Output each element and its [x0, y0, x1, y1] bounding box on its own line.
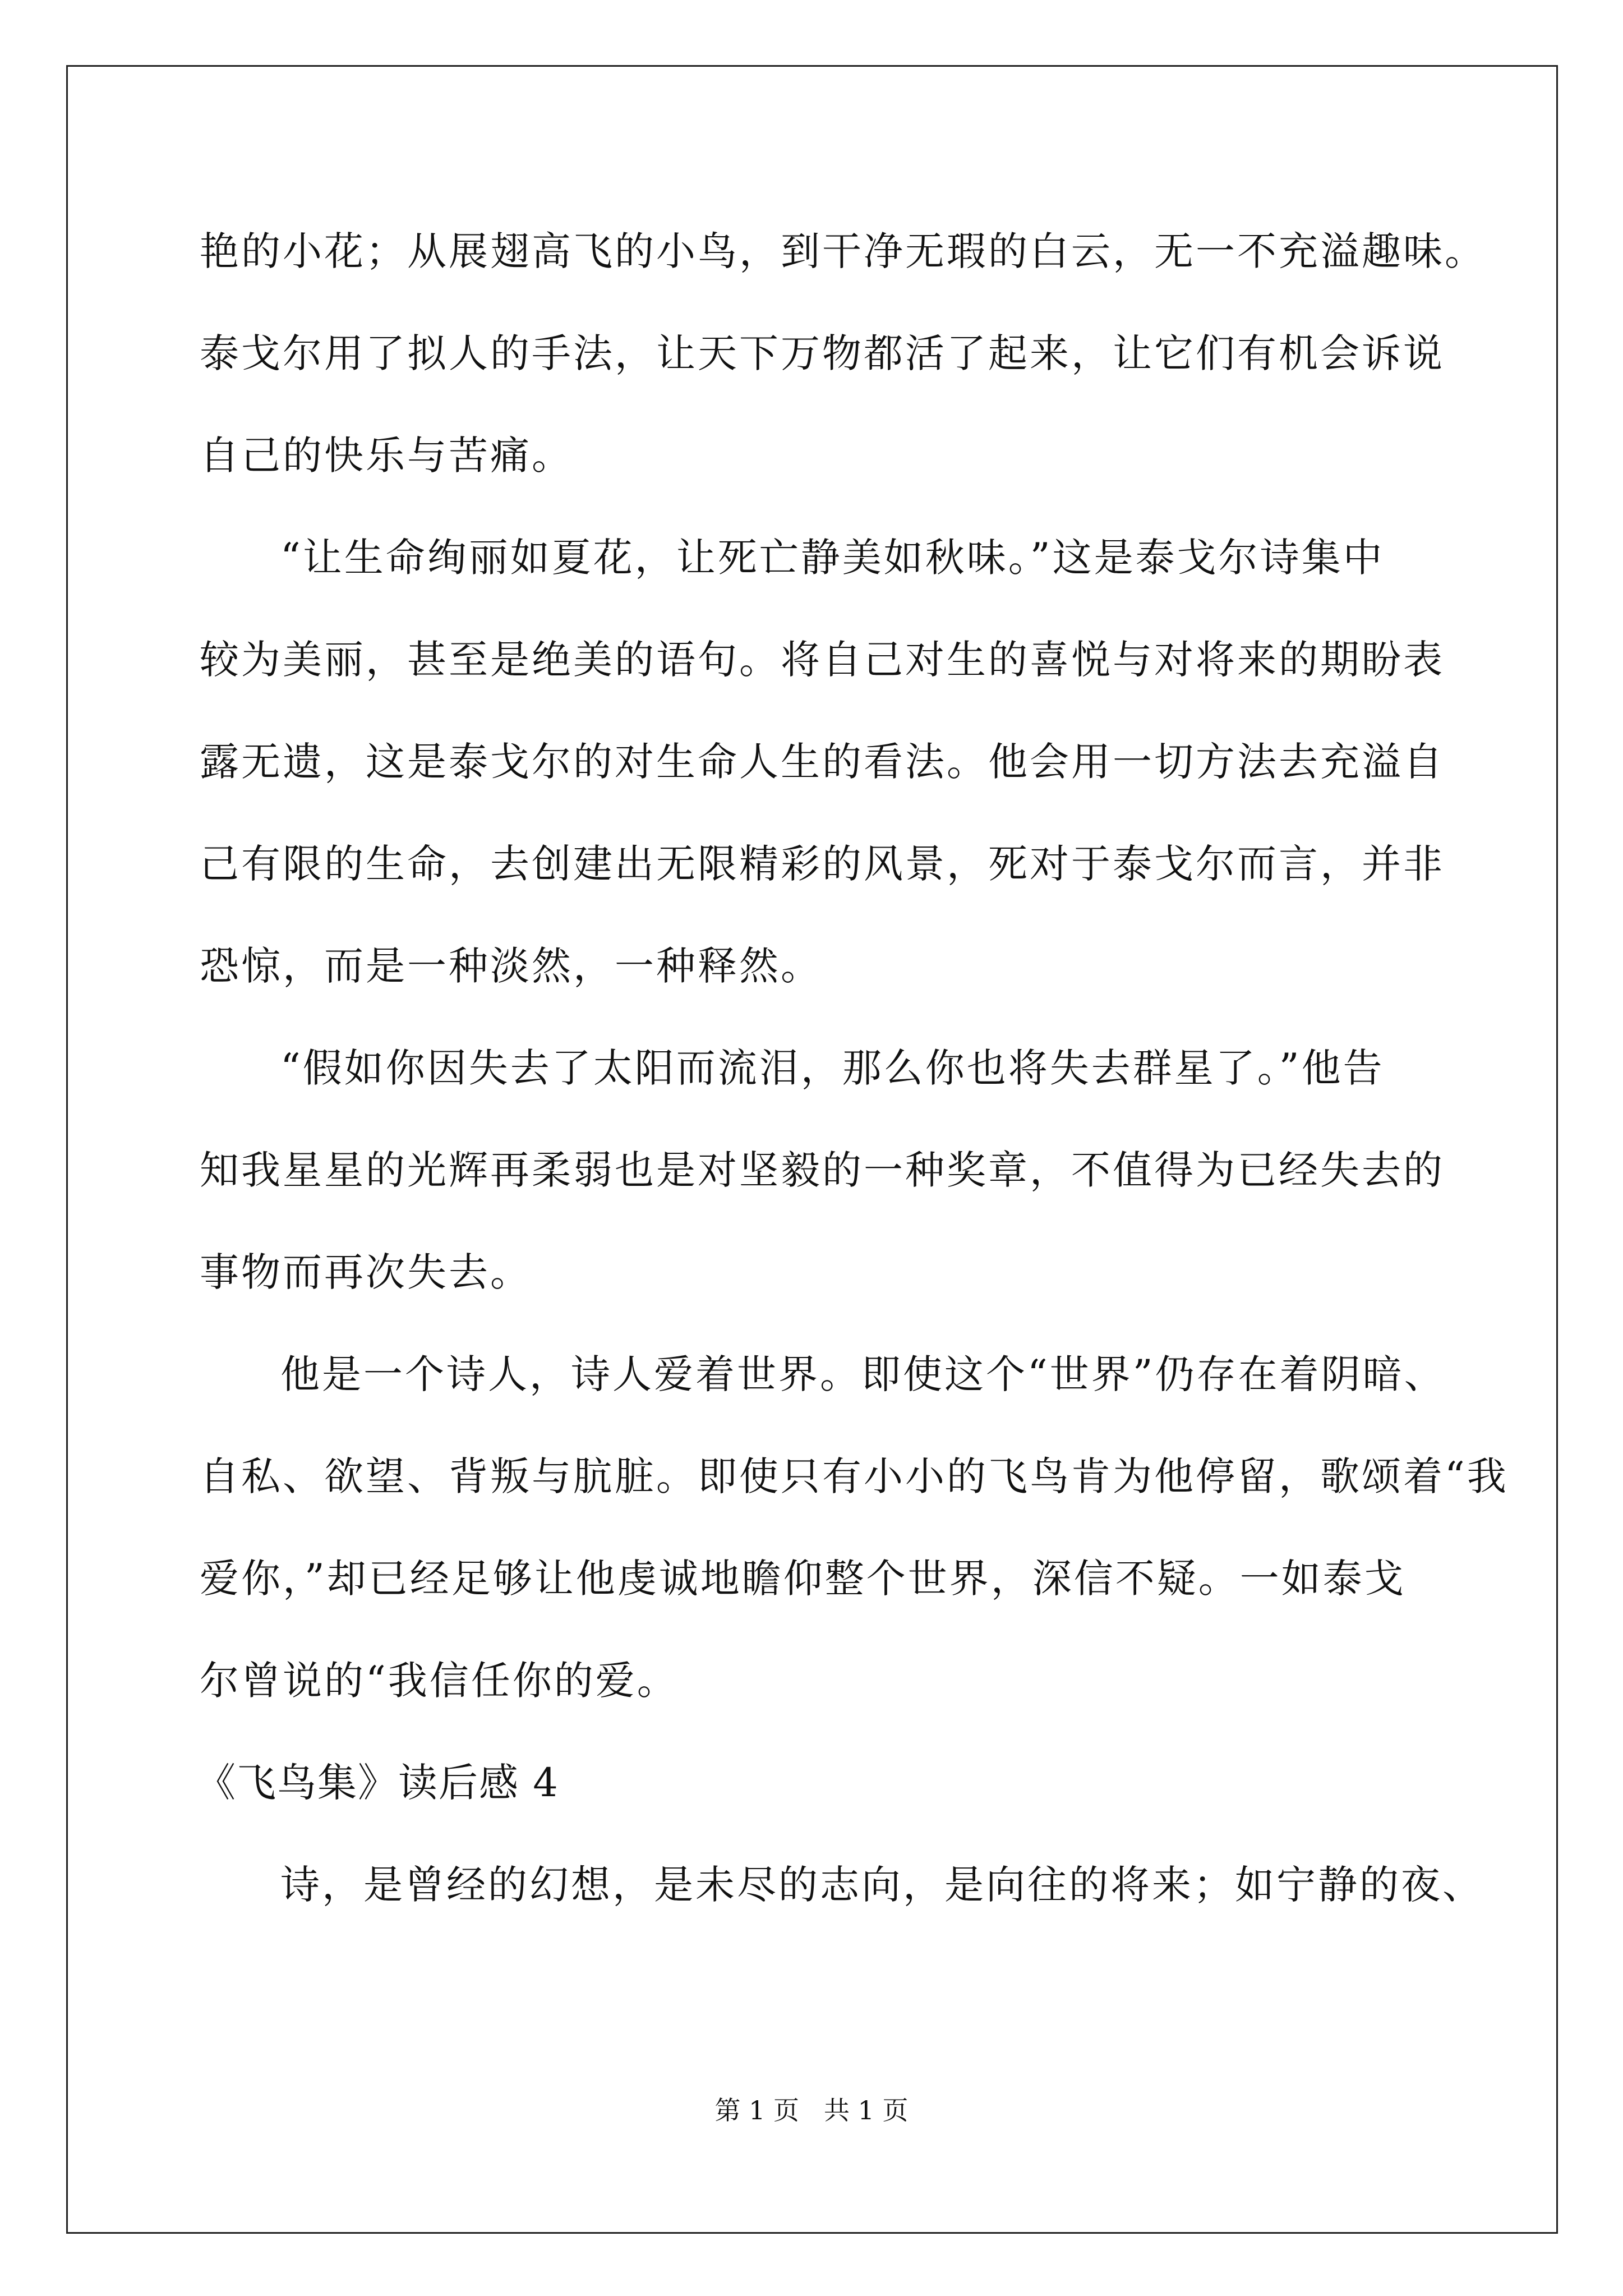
text-line: 诗，是曾经的幻想，是未尽的志向，是向往的将来；如宁静的夜、	[280, 1862, 1484, 1908]
text-line: 尔曾说的“我信任你的爱。	[200, 1658, 679, 1704]
text-line: 爱你，”却已经足够让他虔诚地瞻仰整个世界，深信不疑。一如泰戈	[200, 1556, 1406, 1602]
page-count: 共 1 页	[824, 2095, 909, 2125]
text-line: 他是一个诗人，诗人爱着世界。即使这个“世界”仍存在着阴暗、	[280, 1351, 1446, 1397]
section-heading: 《飞鸟集》读后感 4	[196, 1760, 559, 1806]
text-line: 泰戈尔用了拟人的手法，让天下万物都活了起来，让它们有机会诉说	[200, 330, 1445, 376]
page-number: 第 1 页	[714, 2095, 799, 2125]
text-line: 自己的快乐与苦痛。	[200, 432, 573, 478]
document-body	[196, 212, 1509, 1948]
page-footer	[0, 2093, 1623, 2127]
text-line: 事物而再次失去。	[200, 1249, 532, 1295]
text-line: 自私、欲望、背叛与肮脏。即使只有小小的飞鸟肯为他停留，歌颂着“我	[200, 1453, 1509, 1499]
text-line: “让生命绚丽如夏花，让死亡静美如秋味。”这是泰戈尔诗集中	[280, 535, 1385, 581]
text-line: 知我星星的光辉再柔弱也是对坚毅的一种奖章，不值得为已经失去的	[200, 1147, 1445, 1193]
text-line: 己有限的生命，去创建出无限精彩的风景，死对于泰戈尔而言，并非	[200, 841, 1445, 887]
text-line: 较为美丽，甚至是绝美的语句。将自己对生的喜悦与对将来的期盼表	[200, 637, 1445, 683]
text-line: “假如你因失去了太阳而流泪，那么你也将失去群星了。”他告	[280, 1045, 1385, 1091]
text-line: 艳的小花；从展翅高飞的小鸟，到干净无瑕的白云，无一不充溢趣味。	[200, 228, 1486, 274]
text-line: 恐惊，而是一种淡然，一种释然。	[200, 943, 822, 989]
text-line: 露无遗，这是泰戈尔的对生命人生的看法。他会用一切方法去充溢自	[200, 739, 1445, 785]
